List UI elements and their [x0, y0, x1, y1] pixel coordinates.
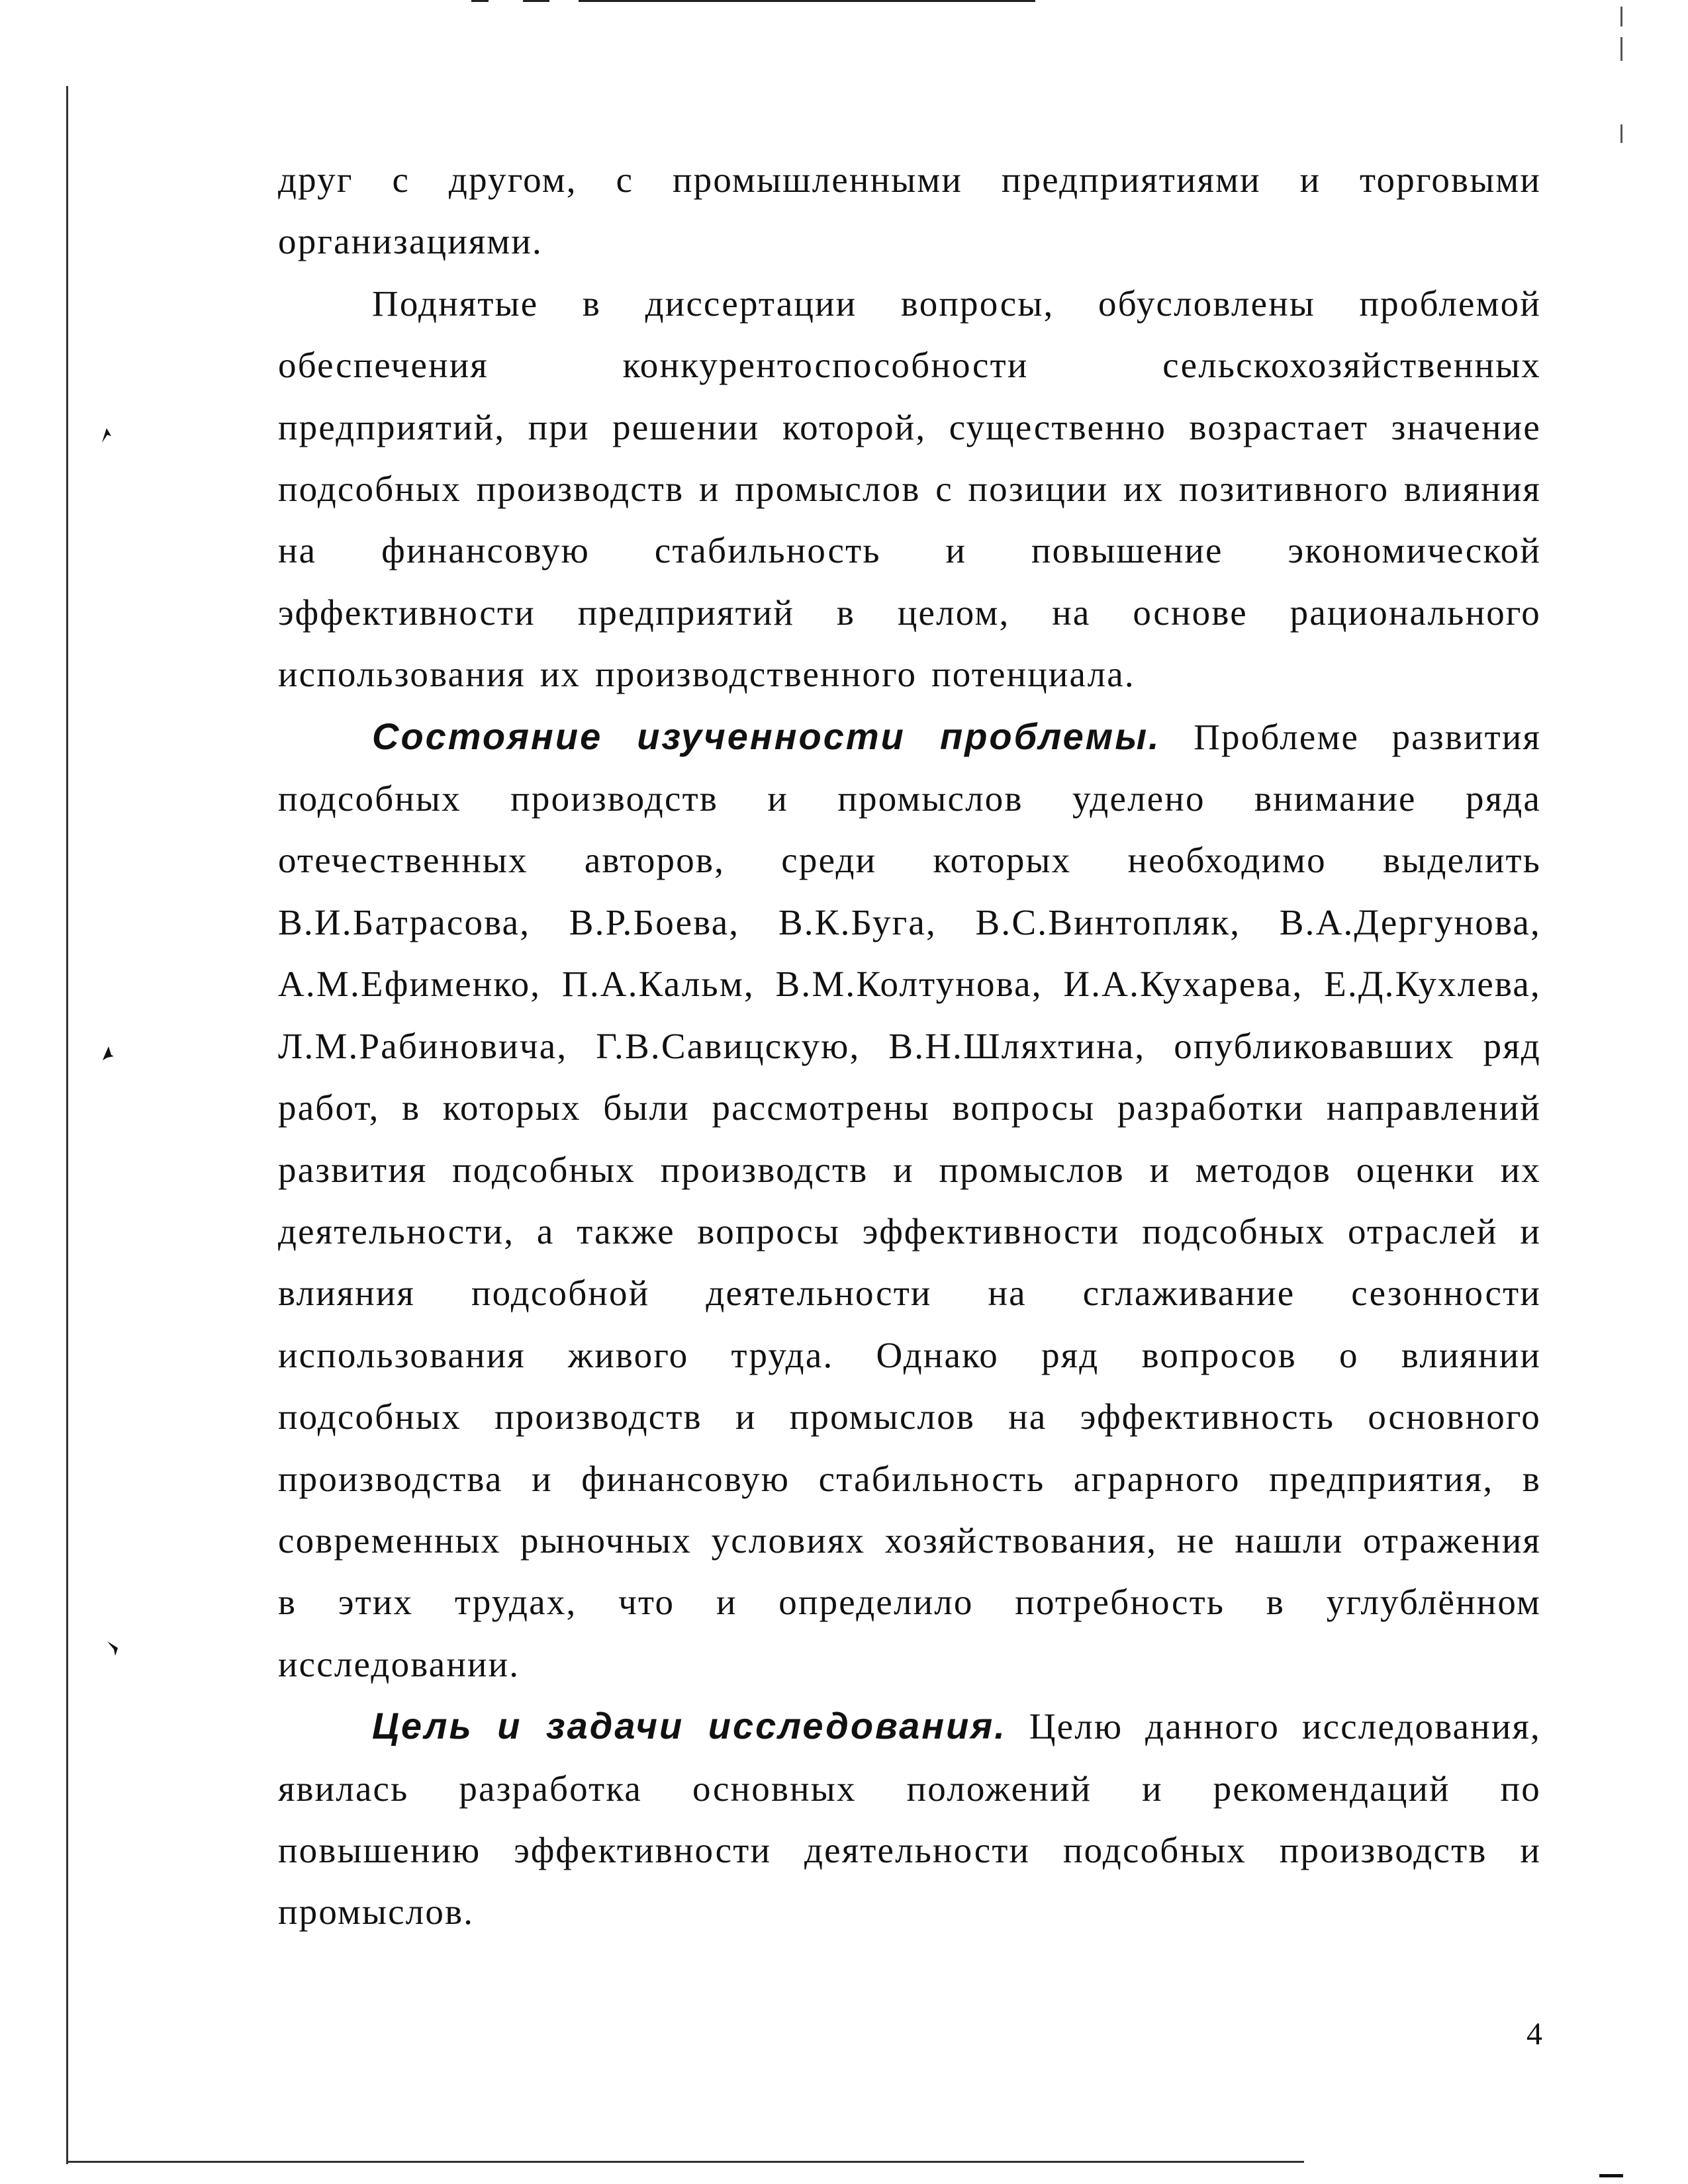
paragraph-4	[278, 1695, 1541, 1943]
body-text	[278, 149, 1541, 1943]
section-heading-goals: Цель и задачи исследования.	[372, 1705, 1007, 1747]
scan-artifact-bottom-rule	[66, 2161, 1304, 2163]
paragraph-3	[278, 705, 1541, 1696]
scan-artifact-bottom-mark	[1599, 2174, 1623, 2177]
margin-mark-3	[106, 1640, 120, 1657]
paragraph-2	[278, 273, 1541, 705]
page-number: 4	[1526, 2017, 1542, 2052]
paragraph-2-text: Поднятые в диссертации вопросы, обусловлены проблемой обеспечения конкурентоспособности сельскохозяйственных предприятий, при решении которой, существенно возрастает значение подсобных производств и промыслов с позиции их позитивного влияния на финансовую стабильность и повышение экономической эффективности предприятий в целом, на основе рационального использования их производственного потенциала.	[278, 283, 1541, 695]
scan-artifact-right-3	[1620, 124, 1622, 143]
paragraph-4-text: Целю данного исследования, явилась разработка основных положений и рекомендаций по повышению эффективности деятельности подсобных производств и промыслов.	[278, 1706, 1541, 1933]
margin-mark-2	[101, 1046, 115, 1063]
scan-artifact-left-rule	[66, 86, 68, 2164]
scan-artifact-right-1	[1620, 7, 1622, 26]
scan-artifact-right-2	[1620, 37, 1622, 61]
scan-artifact-top-1	[471, 0, 489, 2]
scan-artifact-top-2	[523, 0, 549, 2]
section-heading-problem-state: Состояние изученности проблемы.	[372, 715, 1161, 757]
paragraph-3-text: Проблеме развития подсобных производств и промыслов уделено внимание ряда отечественных авторов, среди которых необходимо выделить В.И.Батрасова, В.Р.Боева, В.К.Буга, В.С.Винтопляк, В.А.Дергунова, А.М.Ефименко, П.А.Кальм, В.М.Колтунова, И.А.Кухарева, Е.Д.Кухлева, Л.М.Рабиновича, Г.В.Савицскую, В.Н.Шляхтина, опубликовавших ряд работ, в которых были рассмотрены вопросы разработки направлений развития подсобных производств и промыслов и методов оценки их деятельности, а также вопросы эффективности подсобных отраслей и влияния подсобной деятельности на сглаживание сезонности использования живого труда. Однако ряд вопросов о влиянии подсобных производств и промыслов на эффективность основного производства и финансовую стабильность аграрного предприятия, в современных рыночных условиях хозяйствования, не нашли отражения в этих трудах, что и определило потребность в углублённом исследовании.	[278, 716, 1541, 1684]
scan-artifact-top-3	[579, 0, 1035, 2]
paragraph-1-text: друг с другом, с промышленными предприятиями и торговыми организациями.	[278, 159, 1541, 262]
margin-mark-1	[99, 427, 114, 444]
paragraph-1	[278, 149, 1541, 273]
